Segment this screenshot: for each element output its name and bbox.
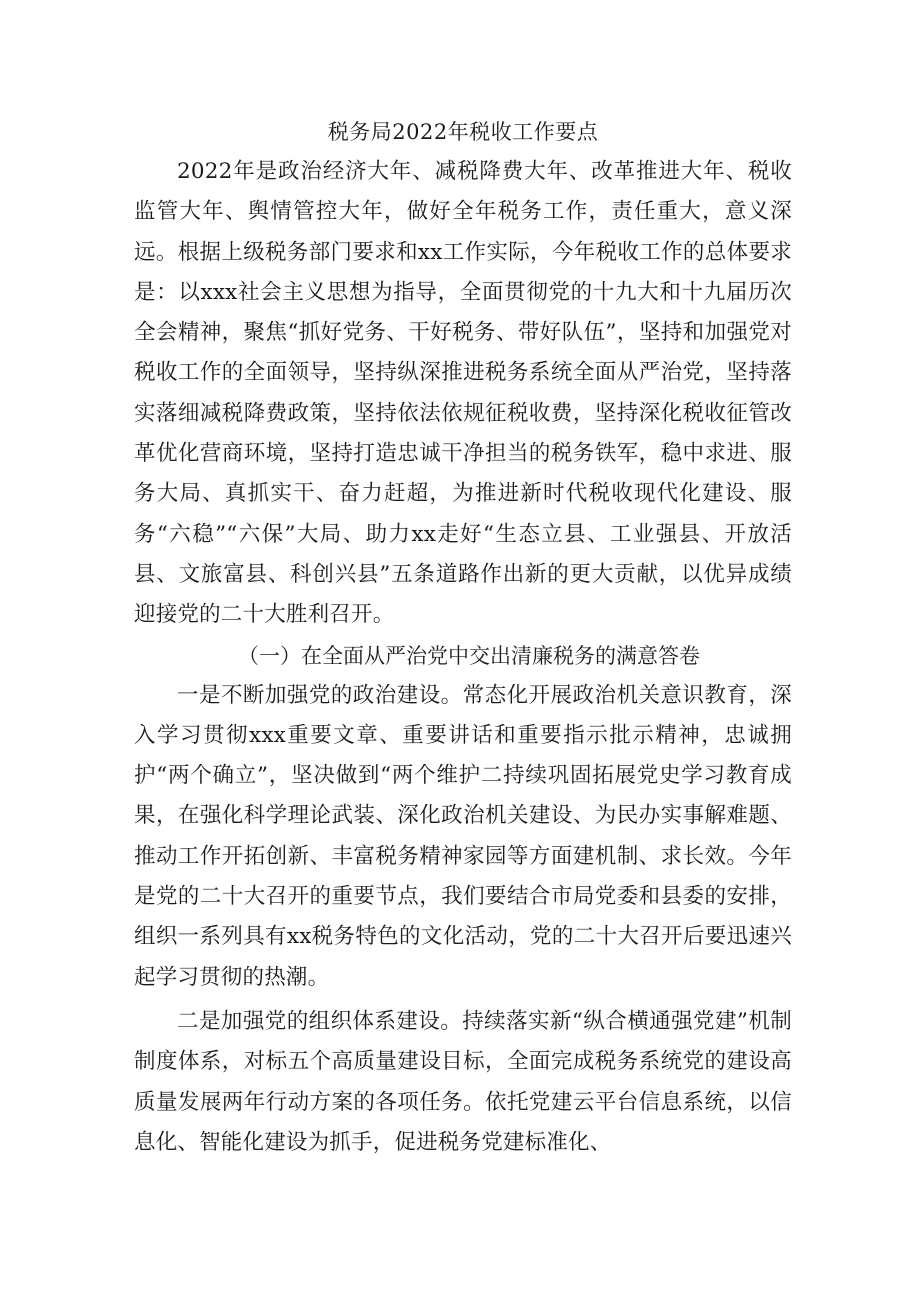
document-title: 税务局2022年税收工作要点 (327, 120, 599, 144)
section-paragraph-political: 一是不断加强党的政治建设。常态化开展政治机关意识教育，深入学习贯彻xxx重要文章、重要讲话和重要指示批示精神，忠诚拥护“两个确立”，坚决做到“两个维护二持续巩固拓展党史学习教育成果，在强化科学理论武装、深化政治机关建设、为民办实事解难题、推动工作开拓创新、丰富税务精神家园等方面建机制、求长效。今年是党的二十大召开的重要节点，我们要结合市局党委和县委的安排，组织一系列具有xx税务特色的文化活动，党的二十大召开后要迅速兴起学习贯彻的热潮。 (134, 682, 792, 990)
section-paragraph-organization: 二是加强党的组织体系建设。持续落实新“纵合横通强党建”机制制度体系，对标五个高质量建设目标，全面完成税务系统党的建设高质量发展两年行动方案的各项任务。依托党建云平台信息系统，以信息化、智能化建设为抓手，促进税务党建标准化、 (134, 1008, 792, 1155)
document-body (134, 112, 792, 1163)
intro-paragraph: 2022年是政治经济大年、减税降费大年、改革推进大年、税收监管大年、舆情管控大年，做好全年税务工作，责任重大，意义深远。根据上级税务部门要求和xx工作实际，今年税收工作的总体要求是：以xxx社会主义思想为指导，全面贯彻党的十九大和十九届历次全会精神，聚焦“抓好党务、干好税务、带好队伍”，坚持和加强党对税收工作的全面领导，坚持纵深推进税务系统全面从严治党，坚持落实落细减税降费政策，坚持依法依规征税收费，坚持深化税收征管改革优化营商环境，坚持打造忠诚干净担当的税务铁军，稳中求进、服务大局、真抓实干、奋力赶超，为推进新时代税收现代化建设、服务“六稳”“六保”大局、助力xx走好“生态立县、工业强县、开放活县、文旅富县、科创兴县”五条道路作出新的更大贡献，以优异成绩迎接党的二十大胜利召开。 (134, 159, 792, 628)
section-heading: （一）在全面从严治党中交出清廉税务的满意答卷 (238, 643, 700, 668)
